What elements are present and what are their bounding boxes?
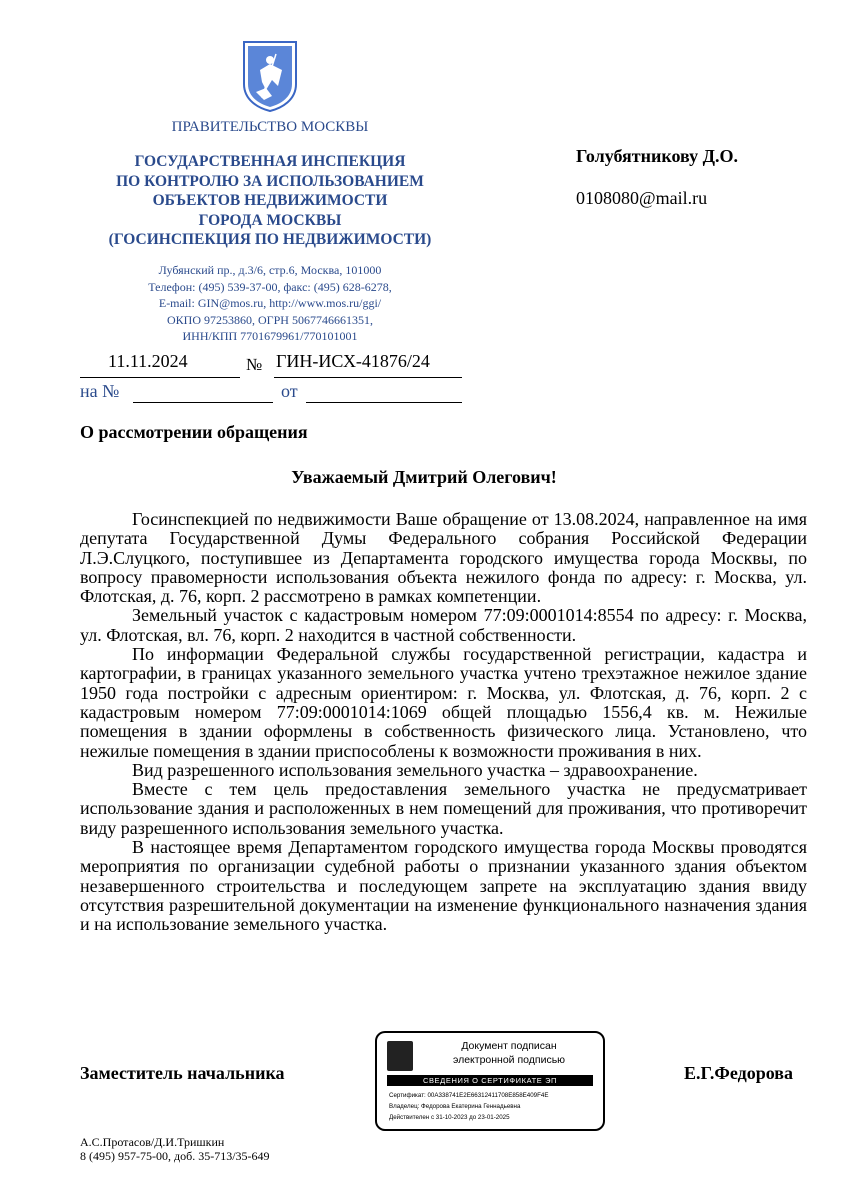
moscow-coat-of-arms-icon bbox=[242, 40, 298, 112]
recipient-name: Голубятникову Д.О. bbox=[576, 146, 739, 166]
signer-title: Заместитель начальника bbox=[80, 1063, 285, 1083]
body-paragraph: Госинспекцией по недвижимости Ваше обращение от 13.08.2024, направленное на имя депутата Государственной Думы Федерального собрания Российской Федерации Л.Э.Слуцкого, поступившее из Департамента городского имущества города Москвы, по вопросу правомерности использования объекта нежилого фонда по адресу: г. Москва, ул. Флотская, д. 76, корп. 2 рассмотрено в рамках компетенции. bbox=[80, 509, 807, 607]
body-paragraph: В настоящее время Департаментом городского имущества города Москвы проводятся мероприятия по организации судебной работы о признании указанного здания объектом незавершенного строительства и последующем запрете на эксплуатацию здания ввиду отсутствия разрешительной документации на изменение функционального назначения здания и на использование земельного участка. bbox=[80, 837, 807, 935]
coat-of-arms-icon bbox=[387, 1041, 413, 1071]
contact-line: Телефон: (495) 539-37-00, факс: (495) 628-6278, bbox=[148, 279, 392, 294]
stamp-title-line: электронной подписью bbox=[452, 1054, 566, 1066]
executor-phone: 8 (495) 957-75-00, доб. 35-713/35-649 bbox=[80, 1149, 270, 1163]
stamp-certificate-header: СВЕДЕНИЯ О СЕРТИФИКАТЕ ЭП bbox=[387, 1075, 593, 1086]
body-paragraph: По информации Федеральной службы государственной регистрации, кадастра и картографии, в границах указанного земельного участка учтено трехэтажное нежилое здание 1950 года постройки с адресным ориентиром: г. Москва, ул. Флотская, д. 76, корп. 2 с кадастровым номером 77:09:0001014:1069 общей площадью 1556,4 кв. м. Нежилые помещения в здании оформлены в собственность физического лица. Установлено, что нежилые помещения в здании приспособлены к возможности проживания в них. bbox=[80, 644, 807, 761]
stamp-validity: Действителен с 31-10-2023 до 23-01-2025 bbox=[389, 1114, 510, 1121]
electronic-signature-stamp bbox=[375, 1031, 605, 1131]
stamp-title-line: Документ подписан bbox=[461, 1040, 557, 1052]
reference-number-label: на № bbox=[80, 381, 120, 401]
stamp-owner: Владелец: Федорова Екатерина Геннадьевна bbox=[389, 1103, 521, 1110]
letter-greeting: Уважаемый Дмитрий Олегович! bbox=[291, 467, 557, 487]
agency-line: ГОСУДАРСТВЕННАЯ ИНСПЕКЦИЯ bbox=[134, 153, 406, 170]
body-paragraph: Вместе с тем цель предоставления земельного участка не предусматривает использование здания и расположенных в нем помещений для проживания, что противоречит виду разрешенного использования земельного участка. bbox=[80, 779, 807, 838]
number-underline bbox=[274, 377, 462, 378]
body-paragraph: Вид разрешенного использования земельного участка – здравоохранение. bbox=[132, 759, 698, 780]
executor-names: А.С.Протасов/Д.И.Тришкин bbox=[80, 1135, 225, 1149]
agency-name bbox=[80, 152, 460, 250]
registration-date: 11.11.2024 bbox=[108, 351, 188, 371]
contact-line: Лубянский пр., д.3/6, стр.6, Москва, 101000 bbox=[158, 263, 382, 277]
agency-line: (ГОСИНСПЕКЦИЯ ПО НЕДВИЖИМОСТИ) bbox=[108, 231, 432, 248]
reference-date-underline bbox=[306, 402, 462, 403]
stamp-details bbox=[389, 1090, 548, 1123]
contact-line: ОКПО 97253860, ОГРН 5067746661351, bbox=[167, 312, 373, 327]
agency-contacts bbox=[80, 262, 460, 345]
government-name: ПРАВИТЕЛЬСТВО МОСКВЫ bbox=[171, 119, 369, 135]
registration-number: ГИН-ИСХ-41876/24 bbox=[276, 351, 430, 371]
letter-subject: О рассмотрении обращения bbox=[80, 422, 308, 442]
recipient-email: 0108080@mail.ru bbox=[576, 188, 708, 208]
agency-line: ГОРОДА МОСКВЫ bbox=[198, 211, 342, 229]
stamp-certificate: Сертификат: 00A338741E2E66312411708E858E409F4E bbox=[389, 1092, 549, 1099]
agency-line: ПО КОНТРОЛЮ ЗА ИСПОЛЬЗОВАНИЕМ bbox=[116, 172, 424, 190]
reference-date-label: от bbox=[281, 381, 298, 401]
contact-line: E-mail: GIN@mos.ru, http://www.mos.ru/ggi/ bbox=[158, 296, 382, 310]
date-underline bbox=[80, 377, 240, 378]
contact-line: ИНН/КПП 7701679961/770101001 bbox=[182, 329, 358, 343]
letter-body bbox=[80, 510, 807, 935]
stamp-title bbox=[419, 1039, 599, 1067]
agency-line: ОБЪЕКТОВ НЕДВИЖИМОСТИ bbox=[152, 192, 388, 209]
reference-number-underline bbox=[133, 402, 273, 403]
signer-name: Е.Г.Федорова bbox=[684, 1063, 794, 1083]
executor-info bbox=[80, 1135, 270, 1163]
body-paragraph: Земельный участок с кадастровым номером 77:09:0001014:8554 по адресу: г. Москва, ул. Флотская, вл. 76, корп. 2 находится в частной собственности. bbox=[80, 605, 807, 645]
registration-number-label: № bbox=[246, 355, 263, 374]
